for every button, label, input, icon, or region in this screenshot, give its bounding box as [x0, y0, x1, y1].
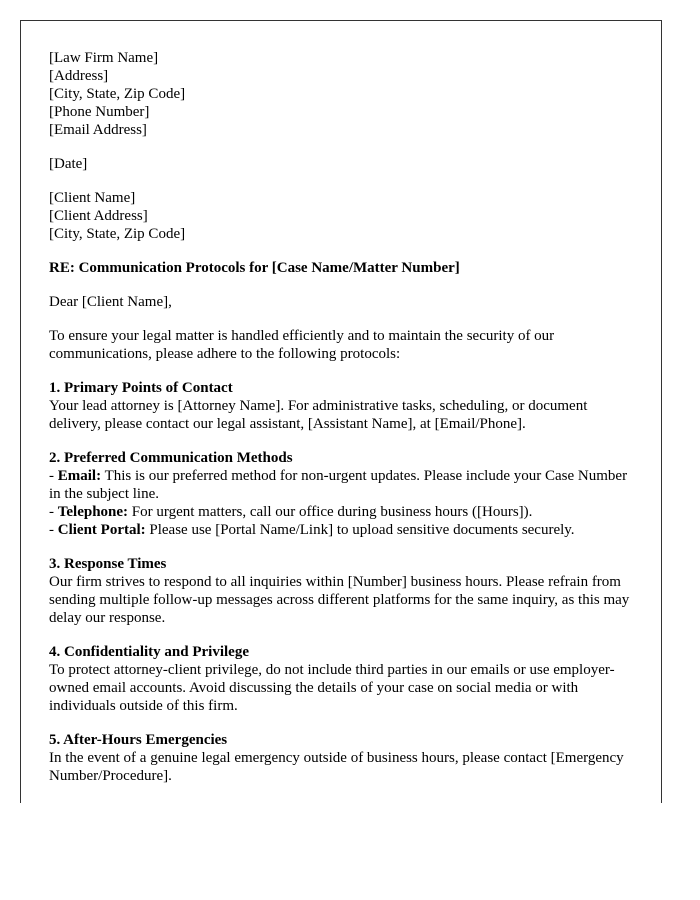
recipient-block — [49, 189, 639, 243]
sender-line: [Email Address] — [49, 122, 147, 138]
section-body: Our firm strives to respond to all inquiries within [Number] business hours. Please refrain from sending multiple follow-up messages across different platforms for the same inquiry, as this may delay our response. — [49, 574, 630, 626]
sender-block — [49, 49, 639, 139]
section-title: 2. Preferred Communication Methods — [49, 450, 293, 466]
section-title: 1. Primary Points of Contact — [49, 380, 233, 396]
subject-line: RE: Communication Protocols for [Case Name/Matter Number] — [49, 260, 460, 276]
sender-line: [Law Firm Name] — [49, 50, 159, 66]
method-text: Please use [Portal Name/Link] to upload sensitive documents securely. — [145, 522, 575, 538]
section-1 — [49, 379, 639, 433]
section-title: 3. Response Times — [49, 556, 167, 572]
section-body: Your lead attorney is [Attorney Name]. For administrative tasks, scheduling, or document delivery, please contact our legal assistant, [Assistant Name], at [Email/Phone]. — [49, 398, 588, 432]
intro-paragraph: To ensure your legal matter is handled efficiently and to maintain the security of our communications, please adhere to the following protocols: — [49, 328, 555, 362]
date: [Date] — [49, 156, 88, 172]
sender-line: [City, State, Zip Code] — [49, 86, 186, 102]
sender-line: [Address] — [49, 68, 109, 84]
section-4 — [49, 643, 639, 715]
recipient-line: [City, State, Zip Code] — [49, 226, 186, 242]
method-label: Client Portal: — [57, 522, 146, 538]
section-body: To protect attorney-client privilege, do not include third parties in our emails or use employer-owned email accounts. Avoid discussing the details of your case on social media or with individuals outside of this firm. — [49, 662, 615, 714]
section-3 — [49, 555, 639, 627]
section-5 — [49, 731, 639, 785]
section-title: 4. Confidentiality and Privilege — [49, 644, 249, 660]
method-text: For urgent matters, call our office during business hours ([Hours]). — [128, 504, 533, 520]
section-2: 2. Preferred Communication Methods - Email: This is our preferred method for non-urgent updates. Please include your Case Number in the subject line. - Telephone: For urgent matters, call our office during business hours ([Hours]). - Client Portal: Please use [Portal Name/Link] to upload sensitive documents securely. — [49, 450, 628, 538]
method-label: Telephone: — [57, 504, 129, 520]
method-label: Email: — [57, 468, 102, 484]
sender-line: [Phone Number] — [49, 104, 150, 120]
recipient-line: [Client Name] — [49, 190, 136, 206]
section-body: In the event of a genuine legal emergency outside of business hours, please contact [Emergency Number/Procedure]. — [49, 750, 624, 784]
recipient-line: [Client Address] — [49, 208, 148, 224]
letter-page — [20, 20, 662, 803]
method-text: This is our preferred method for non-urgent updates. Please include your Case Number in the subject line. — [49, 468, 628, 502]
section-title: 5. After-Hours Emergencies — [49, 732, 228, 748]
salutation: Dear [Client Name], — [49, 294, 172, 310]
